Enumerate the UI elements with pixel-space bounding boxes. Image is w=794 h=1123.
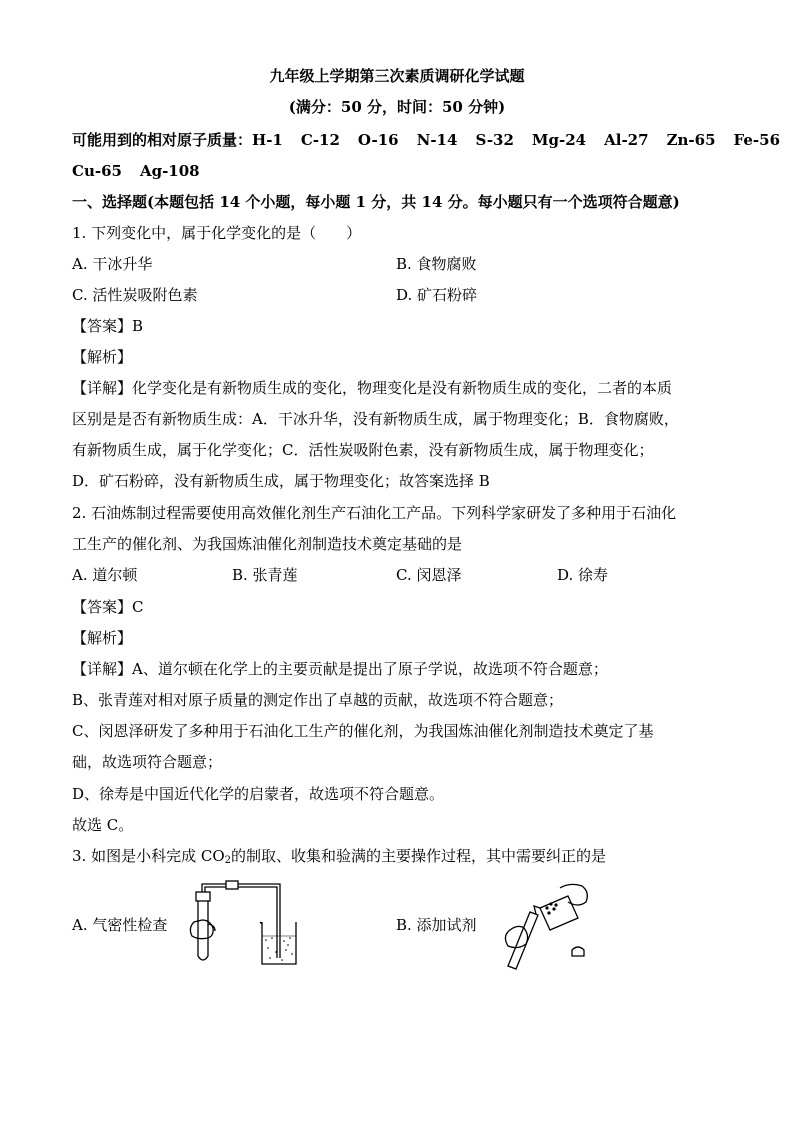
atomic-mass-item: Al-27 <box>604 131 649 149</box>
page-subtitle: (满分：50 分，时间：50 分钟) <box>288 98 506 116</box>
question-1-stem: 1. 下列变化中，属于化学变化的是（ ） <box>72 224 362 242</box>
q2-detail-line: D、徐寿是中国近代化学的启蒙者，故选项不符合题意。 <box>72 785 445 803</box>
q2-detail-line: 【详解】A、道尔顿在化学上的主要贡献是提出了原子学说，故选项不符合题意； <box>72 660 608 678</box>
q2-detail-line: C、闵恩泽研发了多种用于石油化工生产的催化剂，为我国炼油催化剂制造技术奠定了基 <box>72 722 654 740</box>
atomic-mass-item: N-14 <box>416 131 458 149</box>
q2-analysis-label: 【解析】 <box>72 629 133 647</box>
q1-answer: 【答案】B <box>72 317 144 335</box>
q1-option-a: A. 干冰升华 <box>72 255 153 273</box>
q2-detail-line: B、张青莲对相对原子质量的测定作出了卓越的贡献，故选项不符合题意； <box>72 691 564 709</box>
atomic-mass-item: Fe-56 <box>733 131 781 149</box>
atomic-mass-item: H-1 <box>252 131 283 149</box>
q1-analysis-label: 【解析】 <box>72 348 133 366</box>
section-heading: 一、选择题(本题包括 14 个小题，每小题 1 分，共 14 分。每小题只有一个选项符合题意) <box>72 193 680 211</box>
q2-option-a: A. 道尔顿 <box>72 566 138 584</box>
atomic-mass-item: S-32 <box>475 131 514 149</box>
q2-option-c: C. 闵恩泽 <box>396 566 462 584</box>
q1-detail-line: 【详解】化学变化是有新物质生成的变化，物理变化是没有新物质生成的变化，二者的本质 <box>72 379 673 397</box>
q2-option-d: D. 徐寿 <box>557 566 609 584</box>
q1-detail-line: D．矿石粉碎，没有新物质生成，属于物理变化；故答案选择 B <box>72 472 490 490</box>
question-2-stem: 2. 石油炼制过程需要使用高效催化剂生产石油化工产品。下列科学家研发了多种用于石油化 <box>72 504 677 522</box>
q1-detail-line: 区别是是否有新物质生成：A．干冰升华，没有新物质生成，属于物理变化；B．食物腐败， <box>72 410 679 428</box>
airtightness-check-figure <box>186 878 298 968</box>
q2-detail-line: 故选 C。 <box>72 816 134 834</box>
atomic-mass-item: Cu-65 <box>72 162 122 180</box>
q3-stem-part: 3. 如图是小科完成 CO <box>72 847 225 865</box>
page-title: 九年级上学期第三次素质调研化学试题 <box>269 67 525 85</box>
q1-option-b: B. 食物腐败 <box>396 255 477 273</box>
q1-detail-line: 有新物质生成，属于化学变化；C．活性炭吸附色素，没有新物质生成，属于物理变化； <box>72 441 654 459</box>
add-reagent-figure <box>494 878 594 970</box>
atomic-mass-item: Zn-65 <box>666 131 716 149</box>
atomic-mass-item: O-16 <box>357 131 399 149</box>
question-2-stem: 工生产的催化剂、为我国炼油催化剂制造技术奠定基础的是 <box>72 535 463 553</box>
q3-option-b: B. 添加试剂 <box>396 916 477 934</box>
q1-option-d: D. 矿石粉碎 <box>396 286 478 304</box>
q2-answer: 【答案】C <box>72 598 144 616</box>
atomic-masses-line2 <box>72 161 218 181</box>
q2-option-b: B. 张青莲 <box>232 566 298 584</box>
q3-option-a: A. 气密性检查 <box>72 916 168 934</box>
q2-detail-line: 础，故选项符合题意； <box>72 753 223 771</box>
q3-stem-subscript: 2 <box>224 855 231 866</box>
atomic-masses-line1 <box>72 130 794 150</box>
question-3-stem <box>72 846 606 866</box>
q3-stem-part: 的制取、收集和验满的主要操作过程，其中需要纠正的是 <box>231 847 607 865</box>
atomic-mass-item: Mg-24 <box>531 131 587 149</box>
atomic-mass-item: Ag-108 <box>139 162 200 180</box>
atomic-mass-item: C-12 <box>300 131 340 149</box>
atomic-masses-label: 可能用到的相对原子质量： <box>72 131 253 149</box>
q1-option-c: C. 活性炭吸附色素 <box>72 286 198 304</box>
